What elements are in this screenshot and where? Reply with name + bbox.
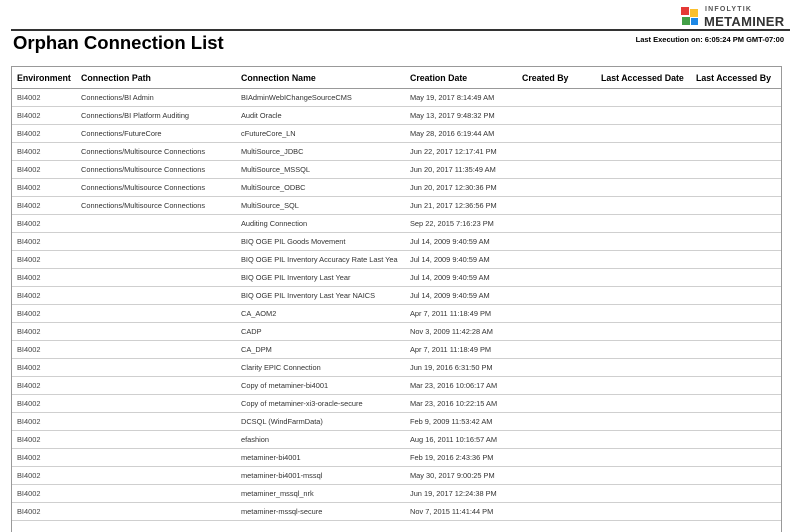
cell-last-accessed-date	[596, 377, 691, 395]
cell-connection-name: Auditing Connection	[236, 215, 405, 233]
cell-last-accessed-by	[691, 251, 781, 269]
cell-last-accessed-by	[691, 377, 781, 395]
cell-created-by	[517, 377, 596, 395]
cell-created-by	[517, 233, 596, 251]
cell-last-accessed-date	[596, 269, 691, 287]
cell-creation-date: Nov 7, 2015 11:41:44 PM	[405, 503, 517, 521]
cell-last-accessed-date	[596, 503, 691, 521]
cell-creation-date: Nov 3, 2009 11:42:28 AM	[405, 323, 517, 341]
cell-created-by	[517, 251, 596, 269]
cell-created-by	[517, 143, 596, 161]
table-row	[12, 323, 781, 341]
cell-last-accessed-date	[596, 161, 691, 179]
cell-environment: BI4002	[12, 377, 76, 395]
cell-connection-name: CA_AOM2	[236, 305, 405, 323]
column-header-connection-path: Connection Path	[76, 67, 236, 89]
cell-environment: BI4002	[12, 305, 76, 323]
cell-creation-date: Mar 23, 2016 10:22:15 AM	[405, 395, 517, 413]
metaminer-logo	[680, 4, 786, 28]
cell-connection-name: BIAdminWebIChangeSourceCMS	[236, 89, 405, 107]
cell-environment: BI4002	[12, 431, 76, 449]
cell-last-accessed-by	[691, 89, 781, 107]
logo-cube-green	[682, 17, 690, 25]
cell-connection-name: DCSQL (WindFarmData)	[236, 413, 405, 431]
cell-created-by	[517, 197, 596, 215]
cell-connection-name: Clarity EPIC Connection	[236, 359, 405, 377]
cell-creation-date: Jun 19, 2016 6:31:50 PM	[405, 359, 517, 377]
cell-environment: BI4002	[12, 125, 76, 143]
cell-created-by	[517, 323, 596, 341]
cell-connection-path: Connections/Multisource Connections	[76, 143, 236, 161]
cell-last-accessed-by	[691, 233, 781, 251]
cell-environment: BI4002	[12, 287, 76, 305]
cell-last-accessed-date	[596, 305, 691, 323]
cell-connection-path	[76, 467, 236, 485]
logo-cube-yellow	[690, 9, 698, 17]
cell-creation-date: Aug 16, 2011 10:16:57 AM	[405, 431, 517, 449]
cell-created-by	[517, 287, 596, 305]
cell-last-accessed-by	[691, 179, 781, 197]
cell-creation-date: Mar 23, 2016 10:06:17 AM	[405, 377, 517, 395]
table-row	[12, 413, 781, 431]
cell-environment: BI4002	[12, 197, 76, 215]
logo-brand-bottom: METAMINER	[704, 14, 785, 29]
cell-environment: BI4002	[12, 395, 76, 413]
cell-creation-date: Jul 14, 2009 9:40:59 AM	[405, 251, 517, 269]
cell-connection-path	[76, 287, 236, 305]
cell-creation-date: May 19, 2017 8:14:49 AM	[405, 89, 517, 107]
column-header-connection-name: Connection Name	[236, 67, 405, 89]
cell-connection-name: MultiSource_JDBC	[236, 143, 405, 161]
cell-created-by	[517, 125, 596, 143]
cell-last-accessed-by	[691, 269, 781, 287]
cell-environment: BI4002	[12, 269, 76, 287]
cell-environment: BI4002	[12, 359, 76, 377]
cell-last-accessed-date	[596, 215, 691, 233]
logo-cube-red	[681, 7, 689, 15]
cell-connection-path: Connections/BI Admin	[76, 89, 236, 107]
cell-last-accessed-date	[596, 413, 691, 431]
cell-connection-name: Audit Oracle	[236, 107, 405, 125]
table-row	[12, 305, 781, 323]
header-divider	[11, 29, 790, 31]
column-header-creation-date: Creation Date	[405, 67, 517, 89]
cell-last-accessed-by	[691, 485, 781, 503]
cell-last-accessed-by	[691, 143, 781, 161]
cell-connection-path	[76, 449, 236, 467]
cell-connection-name: efashion	[236, 431, 405, 449]
table-row	[12, 269, 781, 287]
table-row	[12, 107, 781, 125]
cell-connection-name: BIQ OGE PIL Inventory Accuracy Rate Last Yea	[236, 251, 405, 269]
cell-creation-date: Jun 20, 2017 12:30:36 PM	[405, 179, 517, 197]
cell-connection-path	[76, 215, 236, 233]
column-header-created-by: Created By	[517, 67, 596, 89]
table-row	[12, 143, 781, 161]
cell-connection-path	[76, 413, 236, 431]
cell-connection-path	[76, 323, 236, 341]
cell-connection-path	[76, 269, 236, 287]
cell-environment: BI4002	[12, 341, 76, 359]
cell-created-by	[517, 431, 596, 449]
cell-connection-path: Connections/Multisource Connections	[76, 197, 236, 215]
cell-created-by	[517, 179, 596, 197]
cell-creation-date: Apr 7, 2011 11:18:49 PM	[405, 305, 517, 323]
cell-connection-path	[76, 341, 236, 359]
cell-created-by	[517, 413, 596, 431]
cell-last-accessed-by	[691, 161, 781, 179]
cell-last-accessed-date	[596, 125, 691, 143]
cell-connection-path	[76, 377, 236, 395]
cell-connection-name: cFutureCore_LN	[236, 125, 405, 143]
table-row	[12, 197, 781, 215]
cell-last-accessed-by	[691, 305, 781, 323]
cell-last-accessed-by	[691, 449, 781, 467]
cell-last-accessed-by	[691, 125, 781, 143]
table-header-row	[12, 67, 781, 89]
cell-last-accessed-date	[596, 359, 691, 377]
table-row	[12, 287, 781, 305]
cell-last-accessed-by	[691, 359, 781, 377]
cell-last-accessed-by	[691, 323, 781, 341]
cell-created-by	[517, 485, 596, 503]
cell-created-by	[517, 449, 596, 467]
logo-brand-top: INFOLYTIK	[705, 6, 753, 13]
cell-created-by	[517, 215, 596, 233]
cell-last-accessed-by	[691, 431, 781, 449]
table-body	[12, 89, 781, 521]
cell-environment: BI4002	[12, 485, 76, 503]
cell-last-accessed-date	[596, 449, 691, 467]
logo-cube-blue	[691, 18, 698, 25]
table-row	[12, 467, 781, 485]
cell-last-accessed-by	[691, 341, 781, 359]
cell-creation-date: Jul 14, 2009 9:40:59 AM	[405, 233, 517, 251]
cell-creation-date: May 13, 2017 9:48:32 PM	[405, 107, 517, 125]
cell-created-by	[517, 89, 596, 107]
cell-last-accessed-by	[691, 107, 781, 125]
table-row	[12, 341, 781, 359]
table-row	[12, 89, 781, 107]
cell-created-by	[517, 467, 596, 485]
cell-last-accessed-date	[596, 485, 691, 503]
table-row	[12, 503, 781, 521]
table-row	[12, 377, 781, 395]
cell-environment: BI4002	[12, 449, 76, 467]
table-row	[12, 215, 781, 233]
cell-environment: BI4002	[12, 467, 76, 485]
cell-connection-name: metaminer-bi4001	[236, 449, 405, 467]
cell-environment: BI4002	[12, 251, 76, 269]
cell-last-accessed-by	[691, 413, 781, 431]
table-row	[12, 431, 781, 449]
cell-connection-path	[76, 305, 236, 323]
cell-connection-name: MultiSource_ODBC	[236, 179, 405, 197]
cell-creation-date: Sep 22, 2015 7:16:23 PM	[405, 215, 517, 233]
cell-environment: BI4002	[12, 161, 76, 179]
cell-creation-date: Jun 21, 2017 12:36:56 PM	[405, 197, 517, 215]
cell-created-by	[517, 395, 596, 413]
orphan-connection-table	[11, 66, 782, 532]
cell-last-accessed-date	[596, 197, 691, 215]
table-row	[12, 485, 781, 503]
cell-creation-date: Jul 14, 2009 9:40:59 AM	[405, 287, 517, 305]
cell-connection-path	[76, 251, 236, 269]
cell-environment: BI4002	[12, 413, 76, 431]
table-row	[12, 233, 781, 251]
cell-connection-path	[76, 233, 236, 251]
cell-connection-name: Copy of metaminer-bi4001	[236, 377, 405, 395]
cell-connection-name: BIQ OGE PIL Goods Movement	[236, 233, 405, 251]
column-header-environment: Environment	[12, 67, 76, 89]
cell-last-accessed-by	[691, 395, 781, 413]
table-row	[12, 359, 781, 377]
cell-environment: BI4002	[12, 143, 76, 161]
cell-environment: BI4002	[12, 107, 76, 125]
cell-connection-name: Copy of metaminer-xi3-oracle-secure	[236, 395, 405, 413]
cell-creation-date: May 30, 2017 9:00:25 PM	[405, 467, 517, 485]
cell-creation-date: Feb 9, 2009 11:53:42 AM	[405, 413, 517, 431]
cell-created-by	[517, 107, 596, 125]
cell-last-accessed-date	[596, 251, 691, 269]
cell-creation-date: Jul 14, 2009 9:40:59 AM	[405, 269, 517, 287]
cell-last-accessed-date	[596, 431, 691, 449]
cell-connection-name: CA_DPM	[236, 341, 405, 359]
last-execution-label: Last Execution on: 6:05:24 PM GMT-07:00	[635, 35, 784, 44]
cell-last-accessed-by	[691, 287, 781, 305]
cell-creation-date: Feb 19, 2016 2:43:36 PM	[405, 449, 517, 467]
cell-created-by	[517, 269, 596, 287]
cell-last-accessed-date	[596, 395, 691, 413]
cell-environment: BI4002	[12, 323, 76, 341]
cell-connection-path: Connections/FutureCore	[76, 125, 236, 143]
cell-environment: BI4002	[12, 179, 76, 197]
logo-cubes-icon	[680, 6, 700, 26]
cell-last-accessed-by	[691, 197, 781, 215]
cell-last-accessed-by	[691, 467, 781, 485]
cell-connection-path	[76, 359, 236, 377]
cell-connection-path: Connections/Multisource Connections	[76, 161, 236, 179]
column-header-last-accessed-date: Last Accessed Date	[596, 67, 691, 89]
cell-environment: BI4002	[12, 89, 76, 107]
cell-connection-path	[76, 395, 236, 413]
cell-connection-name: MultiSource_SQL	[236, 197, 405, 215]
cell-environment: BI4002	[12, 503, 76, 521]
column-header-last-accessed-by: Last Accessed By	[691, 67, 781, 89]
cell-created-by	[517, 305, 596, 323]
table-row	[12, 449, 781, 467]
cell-connection-name: BIQ OGE PIL Inventory Last Year NAICS	[236, 287, 405, 305]
cell-last-accessed-date	[596, 467, 691, 485]
table-row	[12, 251, 781, 269]
cell-created-by	[517, 341, 596, 359]
cell-last-accessed-date	[596, 323, 691, 341]
cell-creation-date: May 28, 2016 6:19:44 AM	[405, 125, 517, 143]
cell-last-accessed-date	[596, 179, 691, 197]
cell-environment: BI4002	[12, 215, 76, 233]
cell-creation-date: Jun 22, 2017 12:17:41 PM	[405, 143, 517, 161]
cell-creation-date: Jun 20, 2017 11:35:49 AM	[405, 161, 517, 179]
table-row	[12, 179, 781, 197]
cell-connection-path	[76, 431, 236, 449]
cell-last-accessed-date	[596, 89, 691, 107]
table-row	[12, 161, 781, 179]
cell-created-by	[517, 161, 596, 179]
cell-last-accessed-date	[596, 287, 691, 305]
cell-connection-name: CADP	[236, 323, 405, 341]
cell-created-by	[517, 359, 596, 377]
cell-connection-name: BIQ OGE PIL Inventory Last Year	[236, 269, 405, 287]
cell-last-accessed-date	[596, 341, 691, 359]
cell-last-accessed-date	[596, 107, 691, 125]
cell-connection-name: metaminer_mssql_nrk	[236, 485, 405, 503]
cell-connection-name: metaminer-mssql-secure	[236, 503, 405, 521]
cell-connection-path	[76, 485, 236, 503]
cell-creation-date: Apr 7, 2011 11:18:49 PM	[405, 341, 517, 359]
cell-last-accessed-date	[596, 233, 691, 251]
page-title: Orphan Connection List	[13, 32, 224, 53]
cell-last-accessed-by	[691, 503, 781, 521]
cell-connection-path: Connections/Multisource Connections	[76, 179, 236, 197]
cell-connection-path: Connections/BI Platform Auditing	[76, 107, 236, 125]
table-row	[12, 395, 781, 413]
cell-last-accessed-by	[691, 215, 781, 233]
cell-creation-date: Jun 19, 2017 12:24:38 PM	[405, 485, 517, 503]
cell-created-by	[517, 503, 596, 521]
cell-connection-name: metaminer-bi4001-mssql	[236, 467, 405, 485]
cell-connection-path	[76, 503, 236, 521]
cell-environment: BI4002	[12, 233, 76, 251]
cell-connection-name: MultiSource_MSSQL	[236, 161, 405, 179]
cell-last-accessed-date	[596, 143, 691, 161]
table-row	[12, 125, 781, 143]
